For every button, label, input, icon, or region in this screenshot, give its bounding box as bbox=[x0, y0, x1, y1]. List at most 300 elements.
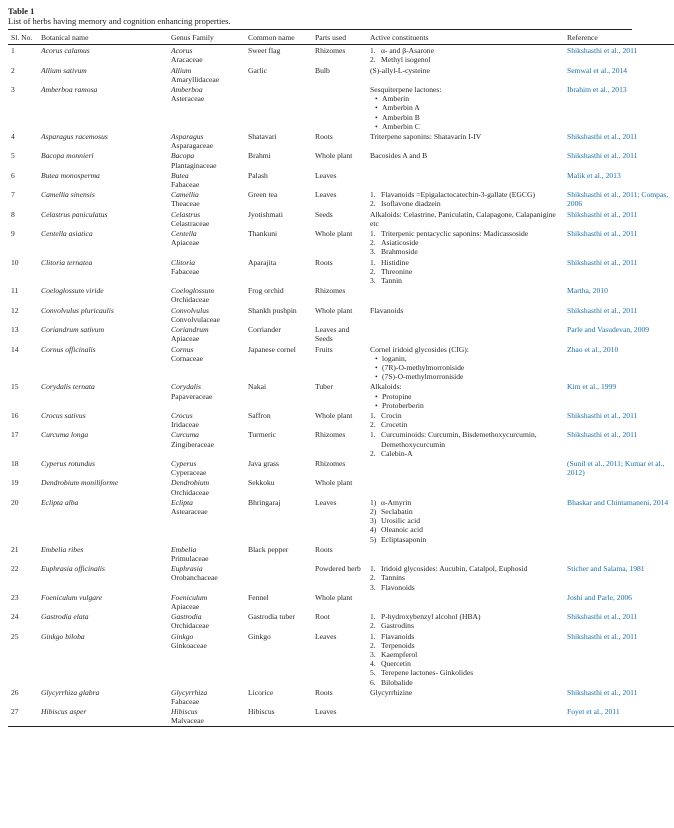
cell-active-constituents bbox=[367, 189, 564, 208]
constituent-text: Crocin bbox=[381, 410, 402, 420]
header-reference: Reference bbox=[567, 33, 598, 42]
cell-common-name: Hibiscus bbox=[248, 707, 275, 717]
cell-genus-family bbox=[168, 592, 245, 611]
cell-parts-used: Roots bbox=[315, 132, 333, 142]
cell-genus-family bbox=[168, 344, 245, 382]
cell-parts-used: Seeds bbox=[315, 209, 333, 219]
family-text: Theaceae bbox=[171, 199, 200, 209]
cell-common-name: Shatavari bbox=[248, 132, 277, 142]
constituent-item: 1. Curcuminoids: Curcumin, Bisdemethoxycurcumin, Demethoxycurcumin bbox=[370, 430, 537, 449]
cell-botanical-name: Curcuma longa bbox=[41, 430, 89, 440]
genus-text: Euphrasia bbox=[171, 564, 203, 574]
family-text: Malvaceae bbox=[171, 716, 204, 726]
genus-text: Celastrus bbox=[171, 209, 201, 219]
cell-active-constituents bbox=[367, 344, 564, 382]
cell-sl-no: 14 bbox=[11, 344, 19, 354]
cell-botanical-name: Amberboa ramosa bbox=[41, 85, 98, 95]
constituent-item bbox=[370, 94, 561, 103]
reference-link[interactable]: Shikshasthi et al., 2011 bbox=[567, 229, 638, 239]
cell-active-constituents bbox=[367, 544, 564, 563]
cell-genus-family bbox=[168, 497, 245, 544]
cell-parts-used: Roots bbox=[315, 544, 333, 554]
reference-link[interactable]: Ibrahim et al., 2013 bbox=[567, 85, 627, 95]
herbs-table bbox=[8, 30, 674, 727]
reference-link[interactable]: Shikshasthi et al., 2011; Compas, 2006 bbox=[567, 190, 669, 209]
table-row bbox=[8, 381, 674, 410]
reference-link[interactable]: Shikshasthi et al., 2011 bbox=[567, 209, 638, 219]
cell-common-name: Aparajita bbox=[248, 257, 277, 267]
table-row bbox=[8, 706, 674, 726]
cell-genus-family bbox=[168, 429, 245, 458]
cell-sl-no: 8 bbox=[11, 209, 15, 219]
constituent-text: Threonine bbox=[381, 266, 413, 276]
cell-parts-used: Whole plant bbox=[315, 478, 353, 488]
table-row bbox=[8, 429, 674, 458]
cell-parts-used: Whole plant bbox=[315, 592, 353, 602]
cell-active-constituents bbox=[367, 150, 564, 169]
table-caption-text: List of herbs having memory and cognition enhancing properties. bbox=[8, 16, 231, 26]
cell-sl-no: 27 bbox=[11, 707, 19, 717]
cell-active-constituents bbox=[367, 497, 564, 544]
genus-text: Glycyrrhiza bbox=[171, 687, 208, 697]
genus-text: Eclipta bbox=[171, 497, 193, 507]
cell-sl-no: 9 bbox=[11, 229, 15, 239]
constituent-item: 4) Oleanoic acid bbox=[370, 525, 423, 535]
cell-common-name: Frog orchid bbox=[248, 286, 284, 296]
genus-text: Dendrobium bbox=[171, 478, 210, 488]
genus-text: Coeloglossum bbox=[171, 286, 215, 296]
family-text: Convolvulaceae bbox=[171, 314, 220, 324]
table-row bbox=[8, 209, 674, 228]
table-row bbox=[8, 170, 674, 189]
family-text: Astearaceae bbox=[171, 506, 208, 516]
active-text: Cornel iridoid glycosides (CIG): bbox=[370, 344, 469, 354]
header-botanical-name: Botanical name bbox=[41, 33, 89, 42]
table-row bbox=[8, 611, 674, 630]
table-row bbox=[8, 344, 674, 382]
family-text: Cyperaceae bbox=[171, 468, 207, 478]
cell-botanical-name: Clitoria ternatea bbox=[41, 257, 93, 267]
cell-genus-family bbox=[168, 189, 245, 208]
constituent-item: 2. Tannins bbox=[370, 573, 405, 583]
constituent-text: Histidine bbox=[381, 257, 409, 267]
reference-link[interactable]: Shikshasthi et al., 2011 bbox=[567, 631, 638, 641]
cell-sl-no: 6 bbox=[11, 170, 15, 180]
constituent-item: 1. P-hydroxybenzyl alcohol (HBA) bbox=[370, 612, 481, 622]
constituent-text: loganin, bbox=[382, 353, 407, 363]
constituent-text: α-Amyrin bbox=[381, 497, 412, 507]
reference-link[interactable]: Shikshasthi et al., 2011 bbox=[567, 305, 638, 315]
cell-parts-used: Whole plant bbox=[315, 229, 353, 239]
cell-parts-used: Whole plant bbox=[315, 305, 353, 315]
table-body bbox=[8, 45, 674, 726]
cell-active-constituents bbox=[367, 706, 564, 726]
reference-link[interactable]: Joshi and Parle, 2006 bbox=[567, 592, 632, 602]
constituent-item: 2. Asiaticoside bbox=[370, 238, 419, 248]
cell-sl-no: 19 bbox=[11, 478, 19, 488]
active-text: Alkaloids: Celastrine, Paniculatin, Calapagone, Calapanigine etc bbox=[370, 209, 556, 228]
constituent-item bbox=[370, 401, 561, 410]
genus-text: Cyperus bbox=[171, 458, 197, 468]
reference-link[interactable]: Shikshasthi et al., 2011 bbox=[567, 257, 638, 267]
constituent-item bbox=[370, 103, 561, 112]
cell-sl-no: 16 bbox=[11, 410, 19, 420]
family-text: Apiaceae bbox=[171, 334, 200, 344]
cell-active-constituents bbox=[367, 228, 564, 257]
constituent-text: Oleanoic acid bbox=[381, 525, 423, 535]
cell-common-name: Japanese cornel bbox=[248, 344, 296, 354]
cell-sl-no: 7 bbox=[11, 190, 15, 200]
reference-link[interactable]: Shikshasthi et al., 2011 bbox=[567, 46, 638, 56]
cell-parts-used: Powdered herb bbox=[315, 564, 361, 574]
family-text: Zingiberaceae bbox=[171, 439, 215, 449]
cell-sl-no: 3 bbox=[11, 85, 15, 95]
cell-botanical-name: Convolvulus pluricaulis bbox=[41, 305, 114, 315]
genus-text: Bacopa bbox=[171, 151, 195, 161]
genus-text: Clitoria bbox=[171, 257, 196, 267]
constituent-item: 2. Terpenoids bbox=[370, 640, 415, 650]
cell-genus-family bbox=[168, 228, 245, 257]
reference-link[interactable]: Shikshasthi et al., 2011 bbox=[567, 132, 638, 142]
table-caption-title: Table 1 bbox=[8, 6, 35, 16]
reference-link[interactable]: Semwal et al., 2014 bbox=[567, 65, 628, 75]
constituent-text: Brahmoside bbox=[381, 247, 418, 257]
constituent-item: 4. Quercetin bbox=[370, 659, 411, 669]
table-header-row bbox=[8, 30, 674, 45]
reference-link[interactable]: Foyet et al., 2011 bbox=[567, 707, 620, 717]
constituent-item: 6. Bilobalide bbox=[370, 677, 413, 687]
constituent-item: 2. Methyl isogenol bbox=[370, 55, 431, 65]
constituent-item: 5. Terepene lactones- Ginkolides bbox=[370, 668, 474, 678]
cell-common-name: Gastrodia tuber bbox=[248, 612, 296, 622]
cell-parts-used: Leaves and Seeds bbox=[315, 325, 350, 344]
cell-sl-no: 24 bbox=[11, 612, 19, 622]
constituent-item: 2. Crocetin bbox=[370, 420, 408, 430]
constituent-list bbox=[370, 632, 561, 687]
cell-parts-used: Whole plant bbox=[315, 151, 353, 161]
cell-active-constituents bbox=[367, 257, 564, 286]
cell-botanical-name: Cyperus rotundus bbox=[41, 458, 95, 468]
constituent-text: Tannin bbox=[381, 276, 402, 286]
cell-common-name: Java grass bbox=[248, 458, 279, 468]
constituent-item: 5) Ecliptasaponin bbox=[370, 534, 427, 544]
family-text: Asparagaceae bbox=[171, 141, 214, 151]
cell-sl-no: 11 bbox=[11, 286, 19, 296]
family-text: Asteraceae bbox=[171, 94, 205, 104]
cell-active-constituents bbox=[367, 285, 564, 304]
cell-active-constituents bbox=[367, 429, 564, 458]
reference-link[interactable]: Malik et al., 2013 bbox=[567, 170, 621, 180]
family-text: Iridaceae bbox=[171, 420, 199, 430]
cell-parts-used: Fruits bbox=[315, 344, 333, 354]
cell-botanical-name: Glycyrrhiza glabra bbox=[41, 687, 100, 697]
cell-common-name: Brahmi bbox=[248, 151, 271, 161]
family-text: Amaryllidaceae bbox=[171, 74, 220, 84]
cell-parts-used: Leaves bbox=[315, 497, 337, 507]
cell-parts-used: Tuber bbox=[315, 382, 333, 392]
reference-link[interactable]: Sticher and Salama, 1981 bbox=[567, 564, 645, 574]
constituent-item bbox=[370, 363, 561, 372]
cell-common-name: Green tea bbox=[248, 190, 278, 200]
cell-parts-used: Leaves bbox=[315, 170, 337, 180]
cell-common-name: Thankuni bbox=[248, 229, 278, 239]
cell-common-name: Corriander bbox=[248, 325, 281, 335]
constituent-text: Flavanoids bbox=[381, 631, 415, 641]
cell-parts-used: Rhizomes bbox=[315, 286, 346, 296]
constituent-text: Amberbin A bbox=[382, 103, 420, 113]
genus-text: Embelia bbox=[171, 544, 197, 554]
cell-sl-no: 12 bbox=[11, 305, 19, 315]
cell-genus-family bbox=[168, 410, 245, 429]
cell-parts-used: Bulb bbox=[315, 65, 330, 75]
constituent-text: Quercetin bbox=[381, 659, 411, 669]
cell-active-constituents bbox=[367, 631, 564, 687]
constituent-item: 1) α-Amyrin bbox=[370, 497, 412, 507]
cell-parts-used: Leaves bbox=[315, 707, 337, 717]
reference-link[interactable]: Parle and Vasudevan, 2009 bbox=[567, 325, 650, 335]
constituent-list bbox=[370, 612, 561, 630]
table-row bbox=[8, 497, 674, 544]
constituent-list bbox=[370, 46, 561, 64]
family-text: Primulaceae bbox=[171, 553, 209, 563]
family-text: Apiaceae bbox=[171, 601, 200, 611]
cell-botanical-name: Bacopa monnieri bbox=[41, 151, 94, 161]
cell-genus-family bbox=[168, 45, 245, 65]
cell-active-constituents bbox=[367, 687, 564, 706]
reference-link[interactable]: Martha, 2010 bbox=[567, 286, 608, 296]
cell-genus-family bbox=[168, 324, 245, 343]
active-text: Glycyrrhizine bbox=[370, 687, 413, 697]
constituent-text: α- and β-Asarone bbox=[381, 46, 434, 56]
constituent-text: (7S)-O-methylmorroniside bbox=[382, 372, 464, 382]
constituent-text: Ecliptasaponin bbox=[381, 534, 427, 544]
cell-genus-family bbox=[168, 65, 245, 84]
cell-active-constituents bbox=[367, 592, 564, 611]
cell-botanical-name: Crocus sativus bbox=[41, 410, 86, 420]
cell-active-constituents bbox=[367, 324, 564, 343]
constituent-item bbox=[370, 392, 561, 401]
constituent-text: Methyl isogenol bbox=[381, 55, 431, 65]
constituent-item: 1. α- and β-Asarone bbox=[370, 46, 434, 56]
constituent-text: Protoberberin bbox=[382, 400, 424, 410]
constituent-text: Triterpenic pentacyclic saponins: Madicassoside bbox=[381, 229, 529, 239]
genus-text: Butea bbox=[171, 170, 189, 180]
cell-common-name: Turmeric bbox=[248, 430, 276, 440]
cell-botanical-name: Euphrasia officinalis bbox=[41, 564, 105, 574]
cell-sl-no: 20 bbox=[11, 497, 19, 507]
cell-botanical-name: Foeniculum vulgare bbox=[41, 592, 103, 602]
cell-genus-family bbox=[168, 257, 245, 286]
constituent-list bbox=[370, 229, 561, 257]
family-text: Fabaceae bbox=[171, 266, 200, 276]
reference-link[interactable] bbox=[564, 477, 674, 496]
cell-active-constituents bbox=[367, 477, 564, 496]
constituent-list bbox=[370, 94, 561, 131]
reference-link[interactable]: Kim et al., 1999 bbox=[567, 382, 617, 392]
cell-parts-used: Leaves bbox=[315, 631, 337, 641]
reference-link[interactable]: Bhaskar and Chintamaneni, 2014 bbox=[567, 497, 669, 507]
constituent-text: Flavanoids =Epigalactocatechin-3-gallate (EGCG) bbox=[381, 190, 535, 200]
table-row bbox=[8, 458, 674, 477]
active-text: Bacosides A and B bbox=[370, 151, 428, 161]
cell-common-name: Jyotishmati bbox=[248, 209, 284, 219]
cell-active-constituents bbox=[367, 131, 564, 150]
genus-text: Convolvulus bbox=[171, 305, 209, 315]
constituent-list bbox=[370, 190, 561, 208]
constituent-item: 3. Kaempferol bbox=[370, 650, 418, 659]
cell-sl-no: 2 bbox=[11, 65, 15, 75]
constituent-item: 2) Seclabatin bbox=[370, 506, 413, 516]
constituent-item bbox=[370, 122, 561, 131]
reference-link[interactable] bbox=[564, 544, 674, 563]
genus-text: Corydalis bbox=[171, 382, 201, 392]
constituent-item: 1. Histidine bbox=[370, 257, 409, 267]
cell-botanical-name: Butea monosperma bbox=[41, 170, 100, 180]
genus-text: Allium bbox=[171, 65, 192, 75]
cell-parts-used: Rhizomes bbox=[315, 458, 346, 468]
table-row bbox=[8, 150, 674, 169]
cell-common-name bbox=[245, 563, 312, 592]
constituent-item: 1. Flavanoids =Epigalactocatechin-3-gallate (EGCG) bbox=[370, 190, 535, 200]
cell-botanical-name: Eclipta alba bbox=[41, 497, 79, 507]
header-common-name: Common name bbox=[248, 33, 295, 42]
genus-text: Foeniculum bbox=[171, 592, 208, 602]
constituent-text: Crocetin bbox=[381, 420, 408, 430]
genus-text: Asparagus bbox=[171, 132, 204, 142]
constituent-text: Seclabatin bbox=[381, 506, 413, 516]
constituent-item: 1. Flavanoids bbox=[370, 631, 415, 641]
cell-genus-family bbox=[168, 477, 245, 496]
reference-link[interactable]: (Sunil et al., 2011; Kumar et al., 2012) bbox=[567, 458, 665, 478]
reference-link[interactable]: Shikshasthi et al., 2011 bbox=[567, 612, 638, 622]
table-row bbox=[8, 563, 674, 592]
table-row bbox=[8, 65, 674, 84]
cell-sl-no: 17 bbox=[11, 430, 19, 440]
constituent-list bbox=[370, 258, 561, 286]
genus-text: Hibiscus bbox=[171, 707, 198, 717]
constituent-text: Gastrodins bbox=[381, 621, 414, 631]
reference-link[interactable]: Shikshasthi et al., 2011 bbox=[567, 430, 638, 440]
cell-genus-family bbox=[168, 687, 245, 706]
constituent-list bbox=[370, 354, 561, 382]
cell-botanical-name: Corydalis ternata bbox=[41, 382, 95, 392]
reference-link[interactable]: Zhao et al., 2010 bbox=[567, 344, 619, 354]
cell-genus-family bbox=[168, 631, 245, 687]
family-text: Fabaceae bbox=[171, 180, 200, 190]
constituent-text: Urosilic acid bbox=[381, 516, 421, 526]
cell-botanical-name: Dendrobium moniliforme bbox=[41, 478, 119, 488]
cell-active-constituents bbox=[367, 65, 564, 84]
family-text: Ginkoaceae bbox=[171, 640, 207, 650]
constituent-text: Amberin bbox=[382, 94, 409, 104]
cell-common-name: Bhringaraj bbox=[248, 497, 281, 507]
reference-link[interactable]: Shikshasthi et al., 2011 bbox=[567, 687, 638, 697]
cell-common-name: Saffron bbox=[248, 410, 271, 420]
cell-common-name: Sweet flag bbox=[248, 46, 281, 56]
cell-genus-family bbox=[168, 611, 245, 630]
cell-parts-used: Root bbox=[315, 612, 330, 622]
genus-text: Curcuma bbox=[171, 430, 199, 440]
cell-common-name: Shankh pushpin bbox=[248, 305, 297, 315]
cell-active-constituents bbox=[367, 305, 564, 324]
cell-common-name: Licorice bbox=[248, 687, 274, 697]
cell-genus-family bbox=[168, 458, 245, 477]
cell-botanical-name: Gastrodia elata bbox=[41, 612, 89, 622]
genus-text: Ginkgo bbox=[171, 631, 194, 641]
table-row bbox=[8, 687, 674, 706]
constituent-text: P-hydroxybenzyl alcohol (HBA) bbox=[381, 612, 481, 622]
constituent-text: Tannins bbox=[381, 573, 405, 583]
table-row bbox=[8, 189, 674, 208]
constituent-item: 2. Calebin-A bbox=[370, 448, 413, 458]
family-text: Cornaceae bbox=[171, 353, 204, 363]
cell-botanical-name: Celastrus paniculatus bbox=[41, 209, 108, 219]
family-text: Papaveraceae bbox=[171, 391, 213, 401]
constituent-text: (7R)-O-methylmorroniside bbox=[382, 362, 465, 372]
cell-common-name: Fennel bbox=[248, 592, 269, 602]
cell-active-constituents bbox=[367, 563, 564, 592]
reference-link[interactable]: Shikshasthi et al., 2011 bbox=[567, 151, 638, 161]
constituent-text: Protopine bbox=[382, 391, 412, 401]
cell-genus-family bbox=[168, 131, 245, 150]
constituent-text: Isoflavone diadzein bbox=[381, 199, 441, 209]
constituent-item: 2. Gastrodins bbox=[370, 621, 414, 631]
active-text: Sesquiterpene lactones: bbox=[370, 85, 442, 95]
cell-botanical-name: Embelia ribes bbox=[41, 544, 84, 554]
cell-common-name: Black pepper bbox=[248, 544, 289, 554]
constituent-text: Amberbin C bbox=[382, 121, 420, 131]
cell-sl-no: 13 bbox=[11, 325, 19, 335]
reference-link[interactable]: Shikshasthi et al., 2011 bbox=[567, 410, 638, 420]
table-row bbox=[8, 477, 674, 496]
constituent-text: Iridoid glycosides: Aucubin, Catalpol, Euphosid bbox=[381, 564, 528, 574]
header-active-constituents: Active constituents bbox=[370, 33, 429, 42]
cell-genus-family bbox=[168, 381, 245, 410]
family-text: Celastraceae bbox=[171, 218, 210, 228]
cell-common-name: Palash bbox=[248, 170, 268, 180]
cell-active-constituents bbox=[367, 45, 564, 65]
constituent-text: Terpenoids bbox=[381, 640, 415, 650]
cell-active-constituents bbox=[367, 410, 564, 429]
constituent-text: Asiaticoside bbox=[381, 238, 419, 248]
cell-sl-no: 1 bbox=[11, 46, 15, 56]
cell-genus-family bbox=[168, 150, 245, 169]
constituent-text: Calebin-A bbox=[381, 448, 413, 458]
constituent-item: 3) Urosilic acid bbox=[370, 516, 421, 526]
family-text: Orchidaceae bbox=[171, 621, 209, 631]
cell-sl-no: 21 bbox=[11, 544, 19, 554]
genus-text: Coriandrum bbox=[171, 325, 209, 335]
cell-genus-family bbox=[168, 706, 245, 726]
table-row bbox=[8, 131, 674, 150]
cell-common-name: Ginkgo bbox=[248, 631, 271, 641]
constituent-item: 1. Iridoid glycosides: Aucubin, Catalpol, Euphosid bbox=[370, 564, 528, 574]
active-text: (S)-allyl-L-cysteine bbox=[370, 65, 430, 75]
cell-parts-used: Roots bbox=[315, 687, 333, 697]
cell-common-name: Sekkoku bbox=[248, 478, 275, 488]
constituent-item: 2. Isoflavone diadzein bbox=[370, 199, 441, 209]
cell-active-constituents bbox=[367, 611, 564, 630]
family-text: Apiaceae bbox=[171, 238, 200, 248]
cell-active-constituents bbox=[367, 170, 564, 189]
cell-parts-used bbox=[312, 84, 367, 131]
cell-botanical-name: Asparagus racemosus bbox=[41, 132, 108, 142]
cell-parts-used: Roots bbox=[315, 257, 333, 267]
constituent-list bbox=[370, 411, 561, 429]
active-text: Triterpene saponins: Shatavarin I-IV bbox=[370, 132, 482, 142]
table-row bbox=[8, 84, 674, 131]
cell-sl-no: 15 bbox=[11, 382, 19, 392]
